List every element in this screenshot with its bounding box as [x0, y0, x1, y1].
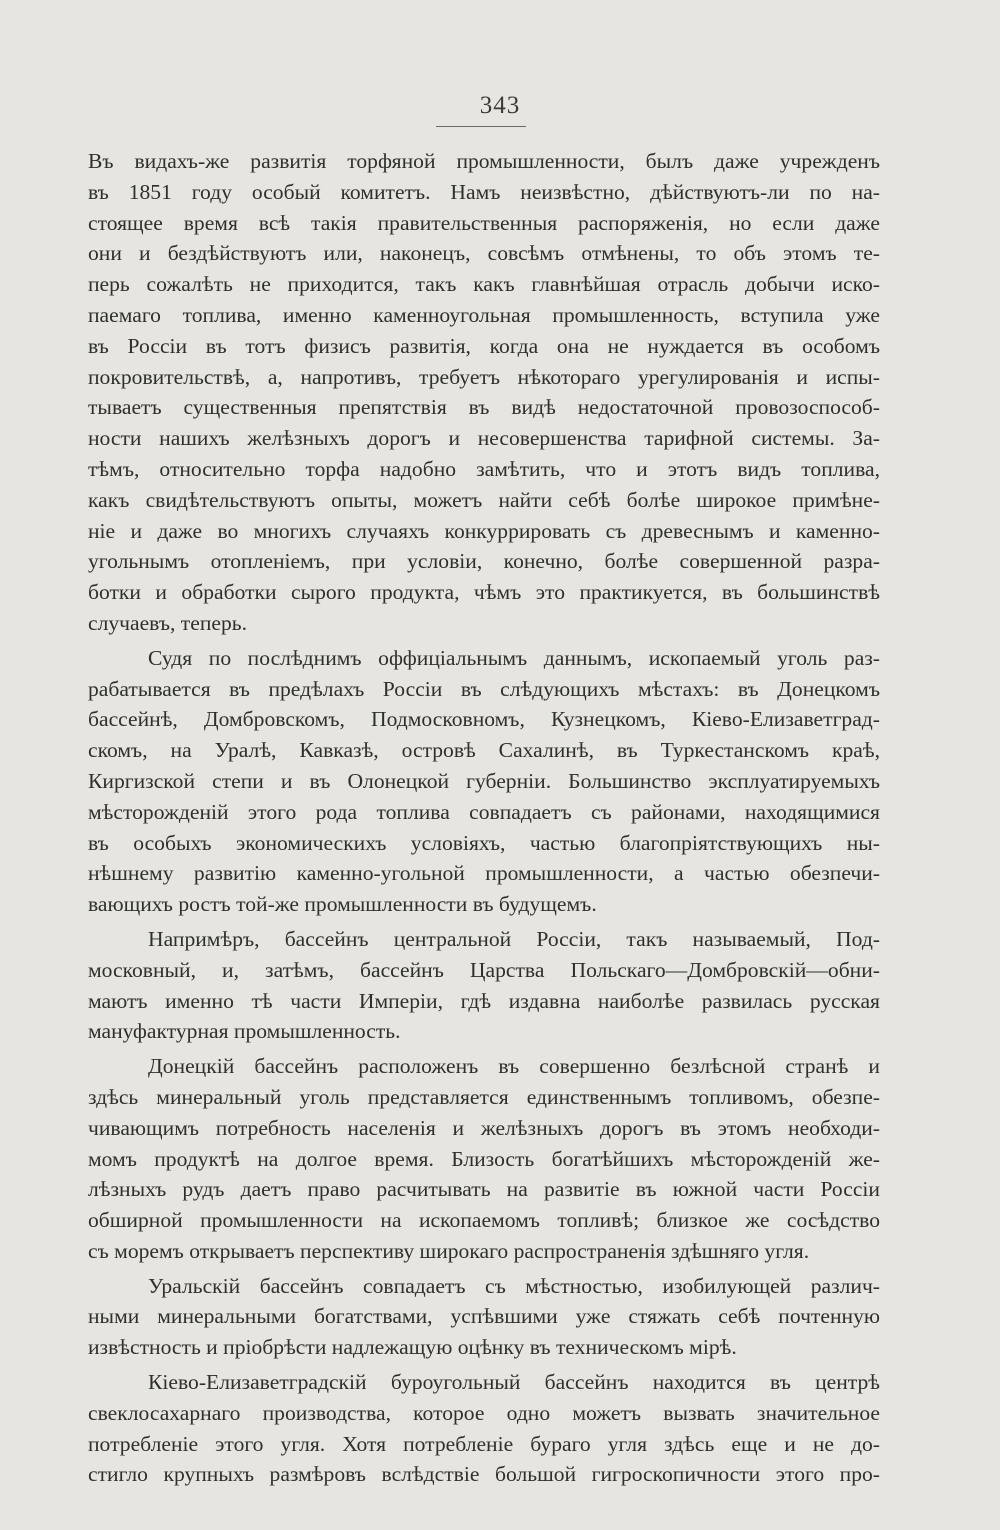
text-line: въ особыхъ экономическихъ условіяхъ, частью благопріятствующихъ ны-: [88, 830, 880, 855]
text-line: случаевъ, теперь.: [88, 610, 248, 635]
text-line: Киргизской степи и въ Олонецкой губерніи. Большинство эксплуатируемыхъ: [88, 768, 880, 793]
body-text: [88, 146, 880, 1490]
text-line: обширной промышленности на ископаемомъ топливѣ; близкое же сосѣдство: [88, 1208, 880, 1233]
text-line: Донецкій бассейнъ расположенъ въ совершенно безлѣсной странѣ и: [148, 1054, 880, 1079]
text-line: ности нашихъ желѣзныхъ дорогъ и несовершенства тарифной системы. За-: [88, 426, 880, 451]
text-line: чивающимъ потребность населенія и желѣзныхъ дорогъ въ этомъ необходи-: [88, 1115, 880, 1140]
text-line: угольнымъ отопленіемъ, при условіи, конечно, болѣе совершенной разра-: [88, 549, 880, 574]
text-line: потребленіе этого угля. Хотя потребленіе бураго угля здѣсь еще и не до-: [88, 1431, 880, 1456]
text-line: перь сожалѣть не приходится, такъ какъ главнѣйшая отрасль добычи иско-: [88, 272, 880, 297]
text-line: Въ видахъ-же развитія торфяной промышленности, былъ даже учрежденъ: [88, 149, 880, 173]
text-line: они и бездѣйствуютъ или, наконецъ, совсѣмъ отмѣнены, то объ этомъ те-: [88, 241, 880, 266]
text-line: стоящее время всѣ такія правительственныя распоряженія, но если даже: [88, 210, 880, 235]
text-line: Напримѣръ, бассейнъ центральной Россіи, такъ называемый, Под-: [148, 926, 880, 951]
page-number-rule: [436, 126, 526, 127]
text-line: московный, и, затѣмъ, бассейнъ Царства Польскаго—Домбровскій—обни-: [88, 957, 880, 982]
text-line: паемаго топлива, именно каменноугольная промышленность, вступила уже: [88, 302, 880, 327]
text-line: ботки и обработки сырого продукта, чѣмъ это практикуется, въ большинствѣ: [88, 580, 880, 605]
text-line: ніе и даже во многихъ случаяхъ конкуррировать съ древеснымъ и каменно-: [88, 518, 880, 543]
text-line: момъ продуктѣ на долгое время. Близость богатѣйшихъ мѣсторожденій же-: [88, 1146, 880, 1171]
text-line: тѣмъ, относительно торфа надобно замѣтить, что и этотъ видъ топлива,: [88, 456, 880, 481]
text-line: мануфактурная промышленность.: [88, 1019, 401, 1044]
text-line: вающихъ ростъ той-же промышленности въ будущемъ.: [88, 892, 597, 917]
text-line: стигло крупныхъ размѣровъ вслѣдствіе большой гигроскопичности этого про-: [88, 1462, 880, 1487]
text-line: Уральскій бассейнъ совпадаетъ съ мѣстностью, изобилующей различ-: [148, 1273, 880, 1298]
text-line: въ 1851 году особый комитетъ. Намъ неизвѣстно, дѣйствуютъ-ли по на-: [88, 179, 880, 204]
text-line: съ моремъ открываетъ перспективу широкаго распространенія здѣшняго угля.: [88, 1238, 810, 1263]
text-line: здѣсь минеральный уголь представляется единственнымъ топливомъ, обезпе-: [88, 1084, 880, 1109]
page-number: 343: [479, 92, 521, 119]
text-line: рабатывается въ предѣлахъ Россіи въ слѣдующихъ мѣстахъ: въ Донецкомъ: [88, 676, 880, 701]
text-line: тываетъ существенныя препятствія въ видѣ недостаточной провозоспособ-: [88, 395, 880, 420]
text-line: маютъ именно тѣ части Имперіи, гдѣ издавна наиболѣе развилась русская: [88, 988, 880, 1013]
text-line: бассейнѣ, Домбровскомъ, Подмосковномъ, Кузнецкомъ, Кіево-Елизаветград-: [88, 707, 880, 732]
text-line: извѣстность и пріобрѣсти надлежащую оцѣнку въ техническомъ мірѣ.: [88, 1335, 737, 1360]
text-line: свеклосахарнаго производства, которое одно можетъ вызвать значительное: [88, 1400, 880, 1425]
text-line: въ Россіи въ тотъ физисъ развитія, когда она не нуждается въ особомъ: [88, 333, 880, 358]
text-line: ными минеральными богатствами, успѣвшими уже стяжать себѣ почтенную: [88, 1304, 880, 1329]
text-line: лѣзныхъ рудъ даетъ право расчитывать на развитіе въ южной части Россіи: [88, 1177, 880, 1202]
text-line: скомъ, на Уралѣ, Кавказѣ, островѣ Сахалинѣ, въ Туркестанскомъ краѣ,: [88, 738, 880, 763]
text-line: Кіево-Елизаветградскій буроугольный бассейнъ находится въ центрѣ: [148, 1370, 880, 1395]
text-line: какъ свидѣтельствуютъ опыты, можетъ найти себѣ болѣе широкое примѣне-: [88, 487, 880, 512]
text-line: покровительствѣ, а, напротивъ, требуетъ нѣкотораго урегулированія и испы-: [88, 364, 880, 389]
text-line: мѣсторожденій этого рода топлива совпадаетъ съ районами, находящимися: [88, 799, 880, 824]
text-line: нѣшнему развитію каменно-угольной промышленности, а частью обезпечи-: [88, 861, 880, 886]
text-line: Судя по послѣднимъ оффиціальнымъ даннымъ, ископаемый уголь раз-: [148, 645, 880, 670]
